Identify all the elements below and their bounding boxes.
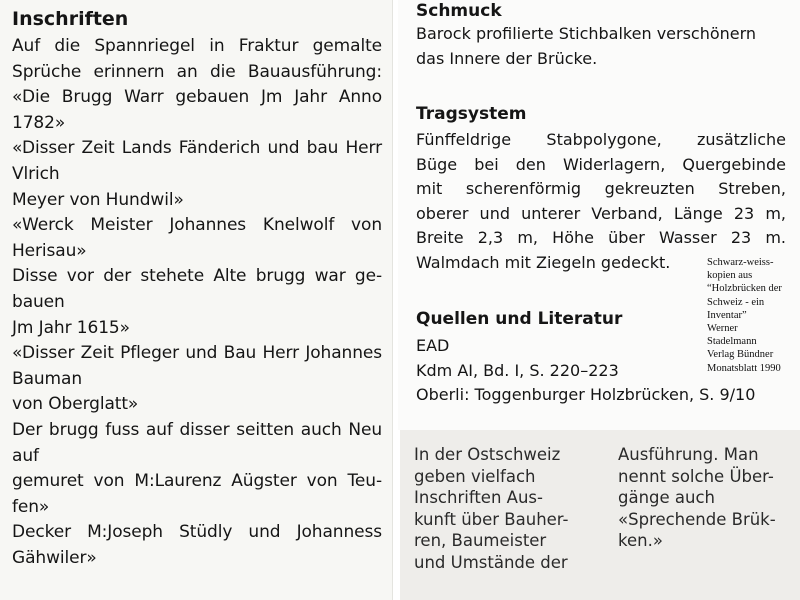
sidebar-line: nennt solche Über- [618, 466, 774, 486]
inschriften-line: «Die Brugg Warr gebauen Jm Jahr Anno [12, 87, 382, 108]
caption-line: kopien aus [707, 270, 753, 282]
inschriften-line: Decker M:Joseph Stüdly und Johanness [12, 522, 382, 543]
sidebar-column-right [618, 444, 776, 552]
caption-line: Schwarz-weiss- [707, 257, 774, 268]
sidebar-line: geben vielfach [414, 466, 536, 486]
quellen-line: Oberli: Toggenburger Holzbrücken, S. 9/10 [416, 385, 756, 404]
inschriften-line: «Disser Zeit Lands Fänderich und bau Herr [12, 138, 382, 159]
inschriften-line: Meyer von Hundwil» [12, 189, 184, 210]
tragsystem-line: Fünffeldrige Stabpolygone, zusätzliche [416, 130, 786, 149]
caption-line: Inventar” [707, 309, 747, 321]
inschriften-line: bauen [12, 291, 65, 312]
quellen-line: EAD [416, 336, 450, 355]
inschriften-line: von Oberglatt» [12, 394, 139, 415]
inschriften-line: «Disser Zeit Pfleger und Bau Herr Johannes [12, 343, 382, 364]
inschriften-line: Gähwiler» [12, 547, 97, 568]
inschriften-line: Vlrich [12, 163, 60, 184]
inschriften-line: gemuret von M:Laurenz Aügster von Teu- [12, 471, 382, 492]
caption-line: Verlag Bündner [707, 349, 774, 361]
sidebar-line: «Sprechende Brük- [618, 509, 776, 529]
caption-line: “Holzbrücken der [707, 283, 782, 295]
inschriften-line: auf [12, 445, 39, 466]
sidebar-column-left [414, 444, 569, 573]
quellen-heading: Quellen und Literatur [416, 309, 623, 329]
sidebar-line: Inschriften Aus- [414, 488, 543, 507]
caption-line: Stadelmann [707, 336, 757, 348]
tragsystem-line: Breite 2,3 m, Höhe über Wasser 23 m. [416, 228, 786, 247]
schmuck-line: das Innere der Brücke. [416, 48, 598, 68]
tragsystem-line: Büge bei den Widerlagern, Quergebinde [416, 154, 786, 174]
inschriften-line: fen» [12, 496, 50, 517]
caption-line: Schweiz - ein [707, 296, 765, 308]
schmuck-section [416, 0, 786, 71]
sidebar-line: In der Ostschweiz [414, 445, 561, 464]
sidebar-line: und Umstände der [414, 552, 568, 572]
caption-line: Monatsblatt 1990 [707, 362, 781, 374]
sidebar-line: kunft über Bauher- [414, 509, 569, 529]
inschriften-line: Disse vor der stehete Alte brugg war ge- [12, 266, 382, 287]
tragsystem-line: mit scherenförmig gekreuzten Streben, [416, 179, 786, 198]
inschriften-line: Herisau» [12, 240, 87, 261]
inschriften-line: Der brugg fuss auf disser seitten auch Neu [12, 419, 382, 440]
inschriften-line: «Werck Meister Johannes Knelwolf von [12, 215, 382, 236]
sidebar-note-box [400, 430, 800, 600]
inschriften-heading: Inschriften [12, 8, 129, 30]
tragsystem-section [416, 103, 786, 275]
tragsystem-line: oberer und unterer Verband, Länge 23 m, [416, 203, 786, 223]
sidebar-line: gänge auch [618, 488, 716, 507]
tragsystem-heading: Tragsystem [416, 104, 527, 124]
sidebar-line: Ausführung. Man [618, 445, 759, 464]
caption-line: Werner [707, 323, 738, 335]
inschriften-line: 1782» [12, 112, 66, 133]
inschriften-line: Auf die Spannriegel in Fraktur gemalte [12, 36, 382, 56]
inschriften-line: Jm Jahr 1615» [12, 317, 130, 338]
sidebar-line: ren, Baumeister [414, 531, 547, 550]
inschriften-line: Bauman [12, 368, 83, 389]
tragsystem-line: Walmdach mit Ziegeln gedeckt. [416, 252, 671, 272]
inschriften-column [0, 0, 393, 600]
quellen-line: Kdm AI, Bd. I, S. 220–223 [416, 360, 619, 380]
image-source-caption [707, 256, 799, 375]
inschriften-line: Sprüche erinnern an die Bauausführung: [12, 61, 382, 82]
sidebar-line: ken.» [618, 531, 663, 550]
schmuck-heading: Schmuck [416, 1, 502, 21]
schmuck-line: Barock profilierte Stichbalken verschönern [416, 24, 757, 43]
